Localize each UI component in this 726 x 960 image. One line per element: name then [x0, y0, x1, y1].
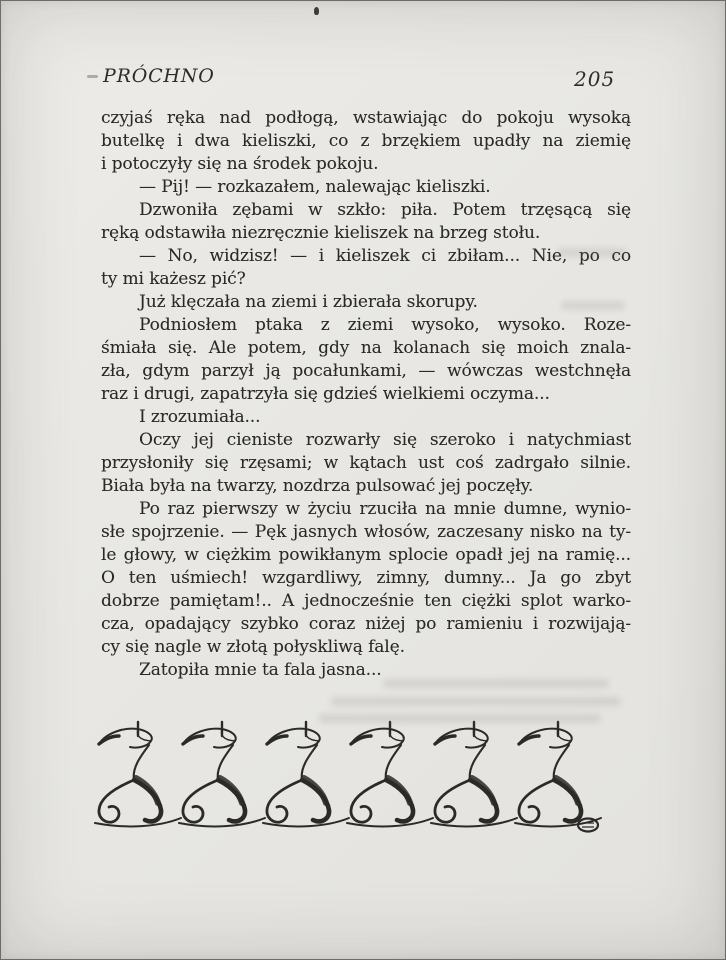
text-line: Już klęczała na ziemi i zbierała skorupy.	[139, 292, 478, 312]
body-text	[101, 107, 631, 682]
text-line: przysłoniły się rzęsami; w kątach ust coś zadrgało silnie.	[101, 453, 631, 473]
text-line: ręką odstawiła niezręcznie kieliszek na brzeg stołu.	[101, 223, 541, 243]
page-number: 205	[574, 67, 616, 91]
paragraph	[101, 429, 631, 498]
text-line: ty mi każesz pić?	[101, 269, 246, 289]
paragraph	[101, 176, 631, 199]
text-line: zła, gdym parzył ją pocałunkami, — wówczas westchnęła	[101, 361, 631, 381]
text-line: Oczy jej cieniste rozwarły się szeroko i natychmiast	[139, 430, 631, 450]
text-line: czyjaś ręka nad podłogą, wstawiając do pokoju wysoką	[101, 108, 631, 128]
text-line: O ten uśmiech! wzgardliwy, zimny, dumny... Ja go zbyt	[101, 568, 631, 588]
paragraph	[101, 199, 631, 245]
paragraph	[101, 406, 631, 429]
text-line: — Pij! — rozkazałem, nalewając kieliszki.	[139, 177, 491, 197]
text-line: Zatopiła mnie ta fala jasna...	[139, 660, 382, 680]
paragraph	[101, 107, 631, 176]
text-line: — No, widzisz! — i kieliszek ci zbiłam... Nie, po co	[139, 246, 631, 266]
text-line: raz i drugi, zapatrzyła się gdzieś wielkiemi oczyma...	[101, 384, 550, 404]
text-line: słe spojrzenie. — Pęk jasnych włosów, zaczesany nisko na ty-	[101, 522, 631, 542]
paragraph	[101, 659, 631, 682]
text-line: butelkę i dwa kieliszki, co z brzękiem upadły na ziemię	[101, 131, 631, 151]
paragraph	[101, 498, 631, 659]
running-header-title: PRÓCHNO	[103, 65, 215, 87]
text-line: I zrozumiała...	[139, 407, 261, 427]
paragraph	[101, 245, 631, 291]
art-nouveau-ornament	[91, 719, 603, 837]
text-line: Po raz pierwszy w życiu rzuciła na mnie dumne, wynio-	[139, 499, 631, 519]
text-line: Podniosłem ptaka z ziemi wysoko, wysoko. Roze-	[139, 315, 631, 335]
text-line: cy się nagle w złotą połyskliwą falę.	[101, 637, 405, 657]
text-line: Biała była na twarzy, nozdrza pulsować jej poczęły.	[101, 476, 534, 496]
page-showthrough-smudge	[331, 697, 621, 706]
text-line: le głowy, w ciężkim powikłanym splocie opadł jej na ramię...	[101, 545, 631, 565]
text-line: Dzwoniła zębami w szkło: piła. Potem trzęsącą się	[139, 200, 631, 220]
text-line: i potoczyły się na środek pokoju.	[101, 154, 379, 174]
text-line: dobrze pamiętam!.. A jednocześnie ten ciężki splot warko-	[101, 591, 631, 611]
paragraph	[101, 291, 631, 314]
printer-monogram-mark	[578, 819, 598, 832]
paragraph	[101, 314, 631, 406]
text-line: cza, opadający szybko coraz niżej po ramieniu i rozwijają-	[101, 614, 631, 634]
text-line: śmiała się. Ale potem, gdy na kolanach się moich znala-	[101, 338, 631, 358]
scan-margin-mark	[87, 75, 98, 78]
scan-speck	[314, 7, 319, 15]
